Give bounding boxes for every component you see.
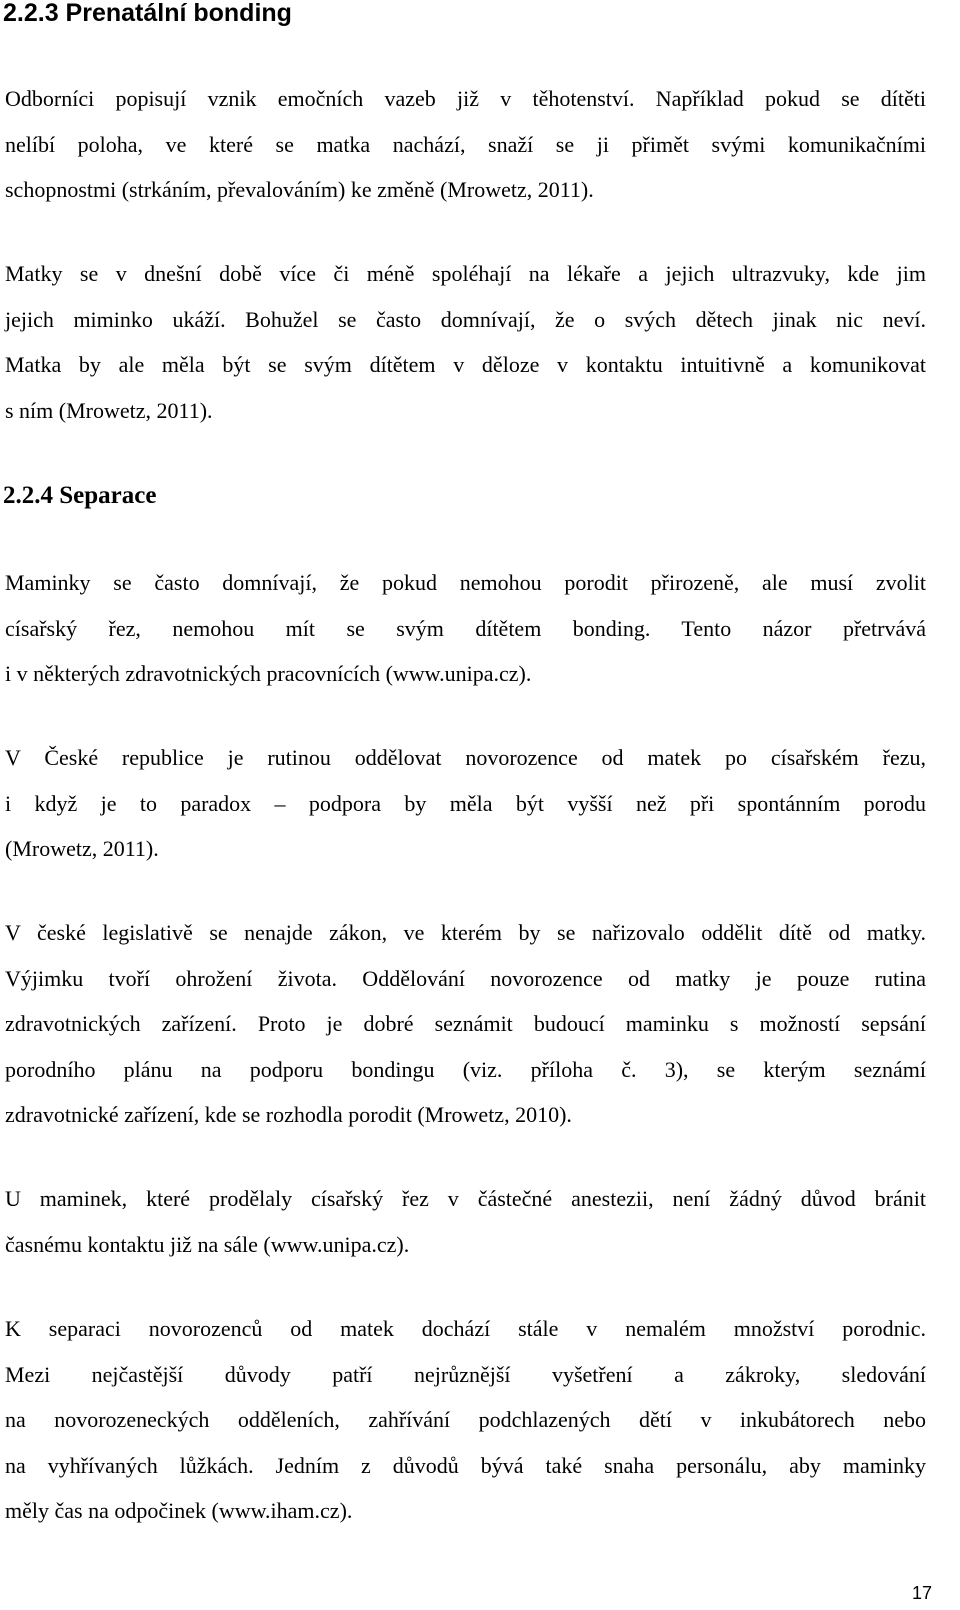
paragraph — [5, 76, 926, 213]
text-line: K separaci novorozenců od matek dochází stále v nemalém množství porodnic. — [5, 1316, 926, 1341]
text-line: V České republice je rutinou oddělovat novorozence od matek po císařském řezu, — [5, 745, 926, 770]
text-line: (Mrowetz, 2011). — [5, 836, 159, 861]
text-line: Maminky se často domnívají, že pokud nemohou porodit přirozeně, ale musí zvolit — [5, 570, 926, 595]
heading-separation: 2.2.4 Separace — [3, 482, 157, 509]
text-line: s ním (Mrowetz, 2011). — [5, 397, 213, 423]
heading-prenatal-bonding: 2.2.3 Prenatální bonding — [3, 0, 292, 27]
text-line: Mezi nejčastější důvody patří nejrůznější vyšetření a zákroky, sledování — [5, 1361, 926, 1387]
text-line: Odborníci popisují vznik emočních vazeb již v těhotenství. Například pokud se dítěti — [5, 86, 926, 111]
text-line: zdravotnické zařízení, kde se rozhodla porodit (Mrowetz, 2010). — [5, 1102, 572, 1127]
text-line: na novorozeneckých odděleních, zahřívání podchlazených dětí v inkubátorech nebo — [5, 1407, 926, 1432]
paragraph — [5, 560, 926, 697]
text-line: porodního plánu na podporu bondingu (viz. příloha č. 3), se kterým seznámí — [5, 1056, 926, 1082]
paragraph — [5, 1176, 926, 1267]
paragraph — [5, 910, 926, 1138]
text-line: časnému kontaktu již na sále (www.unipa.cz). — [5, 1231, 410, 1257]
text-line: měly čas na odpočinek (www.iham.cz). — [5, 1498, 353, 1523]
text-line: císařský řez, nemohou mít se svým dítětem bonding. Tento názor přetrvává — [5, 615, 926, 641]
text-line: i v některých zdravotnických pracovnících (www.unipa.cz). — [5, 661, 532, 686]
text-line: Výjimku tvoří ohrožení života. Oddělování novorozence od matky je pouze rutina — [5, 965, 926, 991]
text-line: i když je to paradox – podpora by měla být vyšší než při spontánním porodu — [5, 790, 926, 816]
page-number: 17 — [911, 1583, 932, 1603]
paragraph — [5, 735, 926, 872]
paragraph — [5, 1306, 926, 1534]
text-line: na vyhřívaných lůžkách. Jedním z důvodů bývá také snaha personálu, aby maminky — [5, 1452, 926, 1478]
text-line: V české legislativě se nenajde zákon, ve kterém by se nařizovalo oddělit dítě od matky. — [5, 920, 926, 945]
text-line: Matky se v dnešní době více či méně spoléhají na lékaře a jejich ultrazvuky, kde jim — [5, 261, 926, 286]
text-line: nelíbí poloha, ve které se matka nachází, snaží se ji přimět svými komunikačními — [5, 131, 926, 157]
paragraph — [5, 251, 926, 433]
text-line: Matka by ale měla být se svým dítětem v děloze v kontaktu intuitivně a komunikovat — [5, 352, 926, 377]
text-line: zdravotnických zařízení. Proto je dobré seznámit budoucí maminku s možností sepsání — [5, 1011, 926, 1036]
text-line: jejich miminko ukáží. Bohužel se často domnívají, že o svých dětech jinak nic neví. — [5, 306, 926, 332]
text-line: U maminek, které prodělaly císařský řez v částečné anestezii, není žádný důvod bránit — [5, 1186, 926, 1211]
text-line: schopnostmi (strkáním, převalováním) ke změně (Mrowetz, 2011). — [5, 177, 594, 202]
